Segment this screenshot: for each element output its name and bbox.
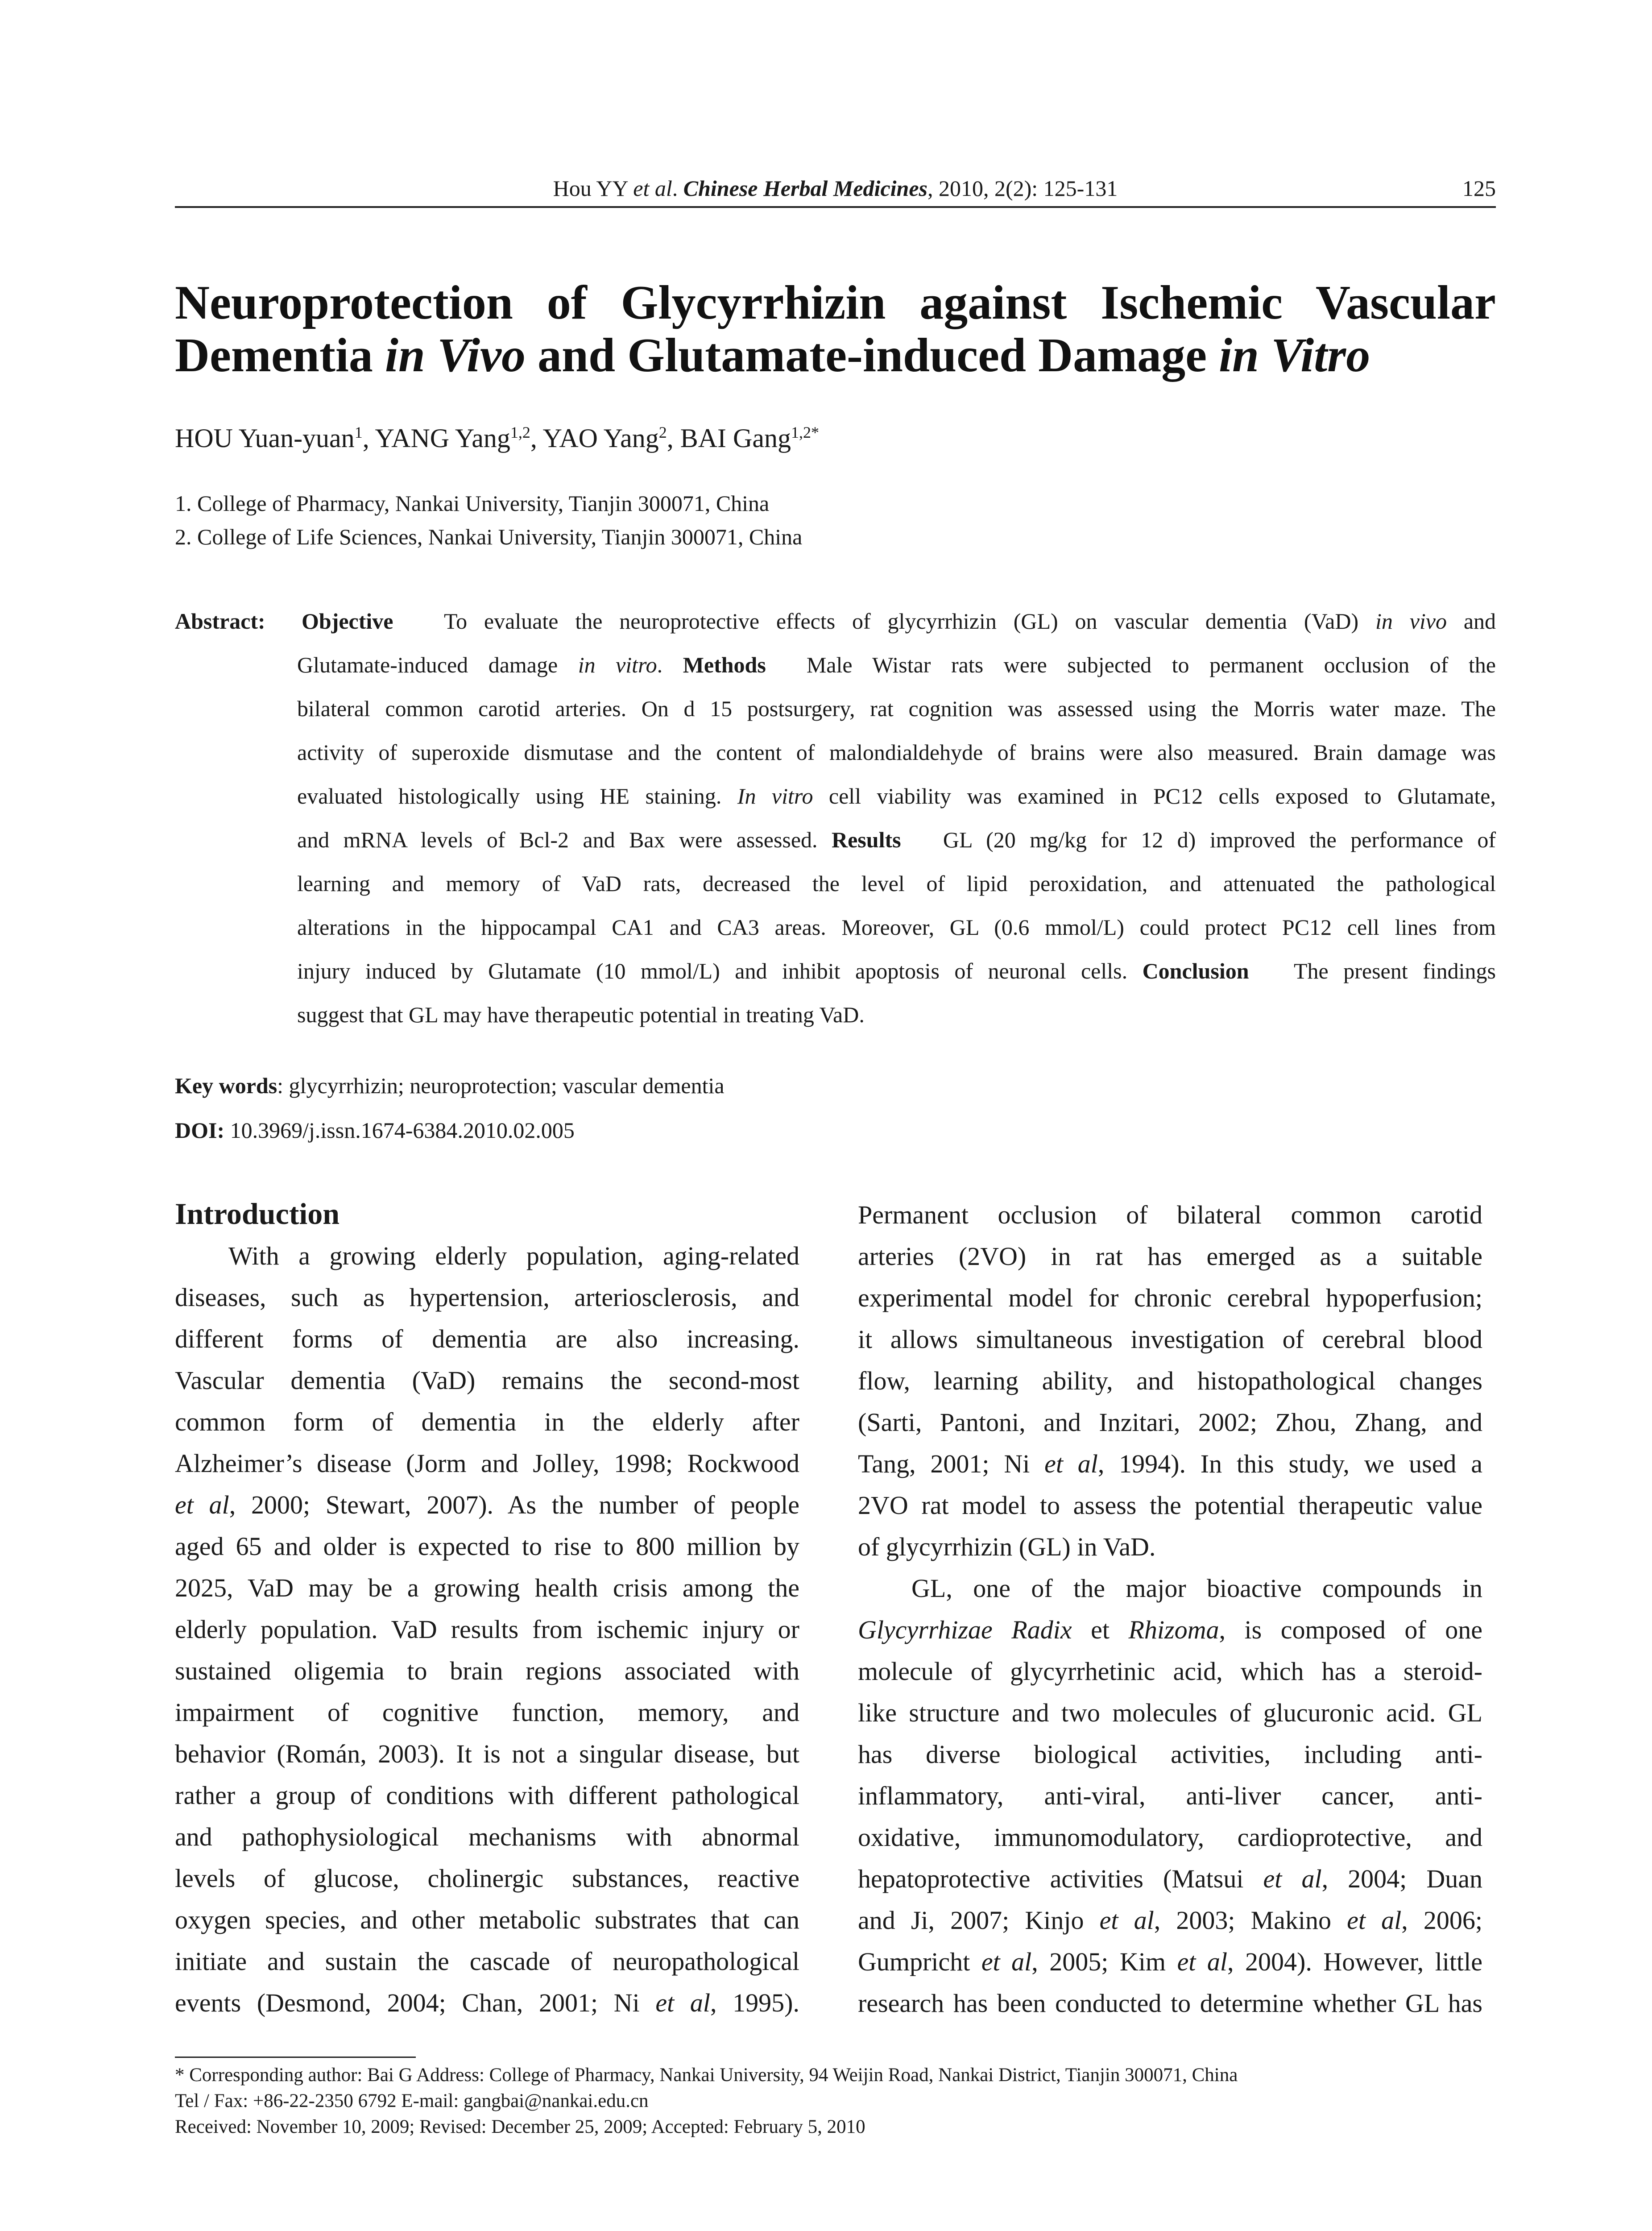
- page-number: 125: [1462, 176, 1496, 201]
- author-list: HOU Yuan-yuan$^1$, YANG Yang$^{1,2}$, YAO Yang$^2$, BAI Gang$^{1,2*}$: [175, 423, 819, 453]
- title-line-2: Dementia in Vivo and Glutamate-induced Damage in Vitro: [175, 329, 1370, 382]
- body-line: GL, one of the major bioactive compounds in: [911, 1574, 1482, 1603]
- keywords: Key words: glycyrrhizin; neuroprotection; vascular dementia: [175, 1073, 725, 1098]
- body-line: With a growing elderly population, aging-related: [228, 1241, 799, 1270]
- body-line: behavior (Román, 2003). It is not a singular disease, but: [175, 1739, 799, 1768]
- abstract-line: activity of superoxide dismutase and the content of malondialdehyde of brains were also measured. Brain damage was: [297, 740, 1496, 765]
- abstract-line: Glutamate-induced damage in vitro. Methods Male Wistar rats were subjected to permanent occlusion of the: [297, 652, 1496, 677]
- body-line: impairment of cognitive function, memory, and: [175, 1698, 799, 1727]
- running-header: [175, 175, 1496, 208]
- body-line: 2VO rat model to assess the potential therapeutic value: [858, 1491, 1482, 1520]
- body-line: flow, learning ability, and histopathological changes: [858, 1366, 1482, 1395]
- abstract-line: bilateral common carotid arteries. On d 15 postsurgery, rat cognition was assessed using the Morris water maze. The: [297, 696, 1496, 721]
- body-line: oxygen species, and other metabolic substrates that can: [175, 1905, 799, 1934]
- header-citation: Hou YY et al. Chinese Herbal Medicines, 2010, 2(2): 125-131: [553, 176, 1118, 201]
- body-line: of glycyrrhizin (GL) in VaD.: [858, 1532, 1156, 1561]
- conclusion-label: Conclusion: [1142, 958, 1249, 983]
- body-line: like structure and two molecules of glucuronic acid. GL: [858, 1698, 1482, 1727]
- body-line: and pathophysiological mechanisms with abnormal: [175, 1822, 799, 1851]
- body-line: research has been conducted to determine whether GL has: [858, 1989, 1482, 2018]
- body-line: events (Desmond, 2004; Chan, 2001; Ni et al, 1995).: [175, 1988, 799, 2017]
- section-heading-introduction: Introduction: [175, 1197, 340, 1231]
- body-line: levels of glucose, cholinergic substances, reactive: [175, 1864, 799, 1893]
- footnote-contact: Tel / Fax: +86-22-2350 6792 E-mail: gangbai@nankai.edu.cn: [175, 2090, 649, 2111]
- body-line: Gumpricht et al, 2005; Kim et al, 2004). However, little: [858, 1947, 1482, 1976]
- body-line: initiate and sustain the cascade of neuropathological: [175, 1947, 799, 1976]
- footnote-dates: Received: November 10, 2009; Revised: December 25, 2009; Accepted: February 5, 2010: [175, 2116, 865, 2137]
- body-line: inflammatory, anti-viral, anti-liver cancer, anti-: [858, 1781, 1482, 1810]
- body-line: elderly population. VaD results from ischemic injury or: [175, 1615, 799, 1644]
- body-line: diseases, such as hypertension, arteriosclerosis, and: [175, 1283, 799, 1312]
- body-line: Vascular dementia (VaD) remains the second-most: [175, 1366, 799, 1395]
- title-line-1: Neuroprotection of Glycyrrhizin against Ischemic Vascular: [175, 276, 1496, 329]
- body-line: and Ji, 2007; Kinjo et al, 2003; Makino et al, 2006;: [858, 1906, 1482, 1935]
- abstract-line: evaluated histologically using HE staining. In vitro cell viability was examined in PC12 cells exposed to Glutamate,: [297, 784, 1496, 809]
- body-line: Glycyrrhizae Radix et Rhizoma, is composed of one: [858, 1615, 1483, 1644]
- body-column-right: [858, 1194, 1482, 2024]
- body-line: rather a group of conditions with different pathological: [175, 1781, 799, 1810]
- body-line: has diverse biological activities, including anti-: [858, 1740, 1482, 1769]
- methods-label: Methods: [683, 652, 766, 677]
- body-line: it allows simultaneous investigation of cerebral blood: [858, 1325, 1482, 1354]
- article-title: [175, 277, 1496, 382]
- body-column-left: [175, 1235, 799, 2024]
- doi: DOI: 10.3969/j.issn.1674-6384.2010.02.005: [175, 1118, 575, 1143]
- affiliation-2: 2. College of Life Sciences, Nankai University, Tianjin 300071, China: [175, 524, 803, 549]
- body-line: different forms of dementia are also increasing.: [175, 1324, 799, 1353]
- body-line: sustained oligemia to brain regions associated with: [175, 1656, 799, 1685]
- body-line: Alzheimer’s disease (Jorm and Jolley, 1998; Rockwood: [175, 1449, 799, 1478]
- body-line: common form of dementia in the elderly after: [175, 1407, 799, 1436]
- abstract-line: learning and memory of VaD rats, decreased the level of lipid peroxidation, and attenuated the pathological: [297, 871, 1496, 896]
- footnote-divider: [175, 2057, 416, 2058]
- abstract-line: Objective To evaluate the neuroprotective effects of glycyrrhizin (GL) on vascular dementia (VaD) in vivo and: [302, 609, 1496, 634]
- body-line: molecule of glycyrrhetinic acid, which has a steroid-: [858, 1657, 1482, 1686]
- abstract-line: and mRNA levels of Bcl-2 and Bax were assessed. Results GL (20 mg/kg for 12 d) improved the performance of: [297, 827, 1496, 852]
- affiliation-1: 1. College of Pharmacy, Nankai University, Tianjin 300071, China: [175, 491, 770, 516]
- footnote-corresponding-author: * Corresponding author: Bai G Address: College of Pharmacy, Nankai University, 94 Weijin Road, Nankai District, Tianjin 300071, China: [175, 2065, 1238, 2086]
- body-line: Permanent occlusion of bilateral common carotid: [858, 1200, 1482, 1229]
- abstract-line: injury induced by Glutamate (10 mmol/L) and inhibit apoptosis of neuronal cells. Conclusion The present findings: [297, 958, 1496, 983]
- body-line: arteries (2VO) in rat has emerged as a suitable: [858, 1242, 1482, 1271]
- abstract-body: [297, 599, 1496, 1037]
- body-line: hepatoprotective activities (Matsui et al, 2004; Duan: [858, 1864, 1482, 1893]
- body-line: aged 65 and older is expected to rise to 800 million by: [175, 1532, 799, 1561]
- results-label: Results: [832, 827, 901, 852]
- body-line: (Sarti, Pantoni, and Inzitari, 2002; Zhou, Zhang, and: [858, 1408, 1482, 1437]
- body-line: experimental model for chronic cerebral hypoperfusion;: [858, 1283, 1482, 1312]
- abstract-line: suggest that GL may have therapeutic potential in treating VaD.: [297, 1002, 865, 1027]
- objective-label: Objective: [302, 609, 393, 634]
- abstract-line: alterations in the hippocampal CA1 and CA3 areas. Moreover, GL (0.6 mmol/L) could protect PC12 cell lines from: [297, 915, 1496, 940]
- body-line: 2025, VaD may be a growing health crisis among the: [175, 1573, 799, 1602]
- body-line: et al, 2000; Stewart, 2007). As the number of people: [175, 1490, 799, 1519]
- body-line: Tang, 2001; Ni et al, 1994). In this study, we used a: [858, 1449, 1482, 1478]
- body-line: oxidative, immunomodulatory, cardioprotective, and: [858, 1823, 1482, 1852]
- abstract-label: Abstract:: [175, 609, 265, 634]
